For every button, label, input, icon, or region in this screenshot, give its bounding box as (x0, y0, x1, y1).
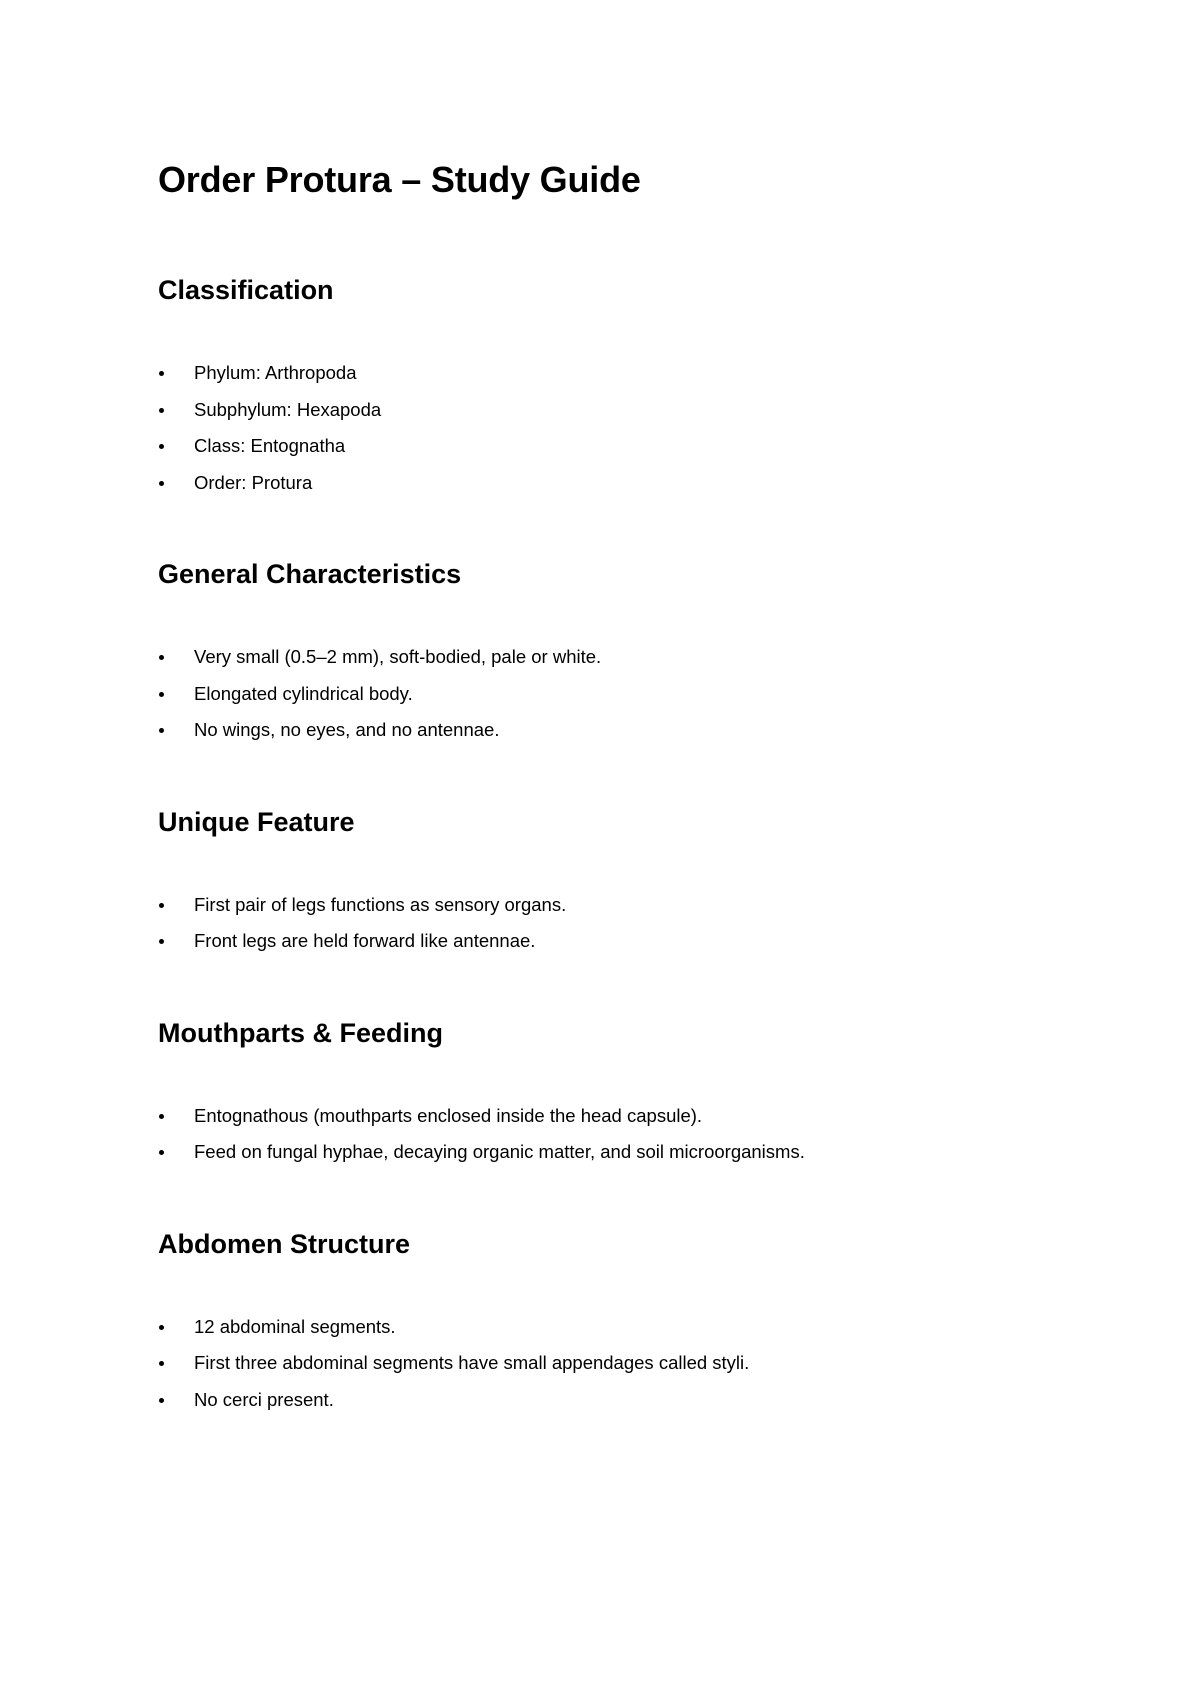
list-item-text: Order: Protura (194, 471, 313, 493)
list-item-text: Elongated cylindrical body. (194, 682, 413, 704)
list-item (158, 1098, 1058, 1135)
list-item-text: Subphylum: Hexapoda (194, 398, 382, 420)
list-item (158, 428, 1058, 465)
section-heading: Classification (158, 275, 334, 305)
section-general-characteristics (158, 557, 1058, 749)
bullet-icon (159, 1361, 164, 1366)
list-item-text: 12 abdominal segments. (194, 1315, 396, 1337)
bullet-icon (159, 692, 164, 697)
list-item (158, 1382, 1058, 1419)
bullet-icon (159, 408, 164, 413)
section-heading: Unique Feature (158, 806, 355, 837)
section-heading: Abdomen Structure (158, 1228, 411, 1259)
bullet-icon (159, 939, 164, 944)
bullet-icon (159, 481, 164, 486)
list-item (158, 887, 1058, 924)
bullet-icon (159, 655, 164, 660)
list-item-text: Phylum: Arthropoda (194, 362, 357, 383)
bullet-list (158, 1309, 1058, 1419)
list-item (158, 639, 1058, 676)
list-item (158, 465, 1058, 502)
list-item (158, 1309, 1058, 1346)
list-item (158, 1345, 1058, 1382)
bullet-list (158, 355, 1058, 501)
bullet-icon (159, 1114, 164, 1119)
section-heading: Mouthparts & Feeding (158, 1017, 443, 1048)
bullet-icon (159, 903, 164, 908)
list-item-text: Class: Entognatha (194, 435, 346, 456)
list-item-text: First pair of legs functions as sensory organs. (194, 893, 567, 915)
list-item (158, 392, 1058, 429)
list-item-text: No cerci present. (194, 1388, 334, 1410)
document-title: Order Protura – Study Guide (158, 159, 641, 200)
list-item-text: Front legs are held forward like antennae. (194, 930, 536, 951)
bullet-icon (159, 1325, 164, 1330)
list-item (158, 355, 1058, 392)
bullet-list (158, 639, 1058, 749)
document-page (158, 158, 1058, 1418)
list-item (158, 1134, 1058, 1171)
bullet-icon (159, 1150, 164, 1155)
list-item (158, 676, 1058, 713)
list-item-text: First three abdominal segments have small appendages called styli. (194, 1352, 750, 1373)
list-item-text: Feed on fungal hyphae, decaying organic matter, and soil microorganisms. (194, 1141, 805, 1162)
section-heading: General Characteristics (158, 559, 462, 589)
list-item-text: Very small (0.5–2 mm), soft-bodied, pale or white. (194, 646, 602, 667)
list-item-text: No wings, no eyes, and no antennae. (194, 719, 500, 740)
bullet-icon (159, 1398, 164, 1403)
list-item (158, 923, 1058, 960)
bullet-list (158, 887, 1058, 960)
section-unique-feature (158, 805, 1058, 960)
list-item-text: Entognathous (mouthparts enclosed inside the head capsule). (194, 1104, 703, 1126)
section-mouthparts-feeding (158, 1016, 1058, 1171)
bullet-icon (159, 728, 164, 733)
section-abdomen-structure (158, 1227, 1058, 1419)
bullet-list (158, 1098, 1058, 1171)
bullet-icon (159, 371, 164, 376)
list-item (158, 712, 1058, 749)
section-classification (158, 273, 1058, 501)
bullet-icon (159, 444, 164, 449)
